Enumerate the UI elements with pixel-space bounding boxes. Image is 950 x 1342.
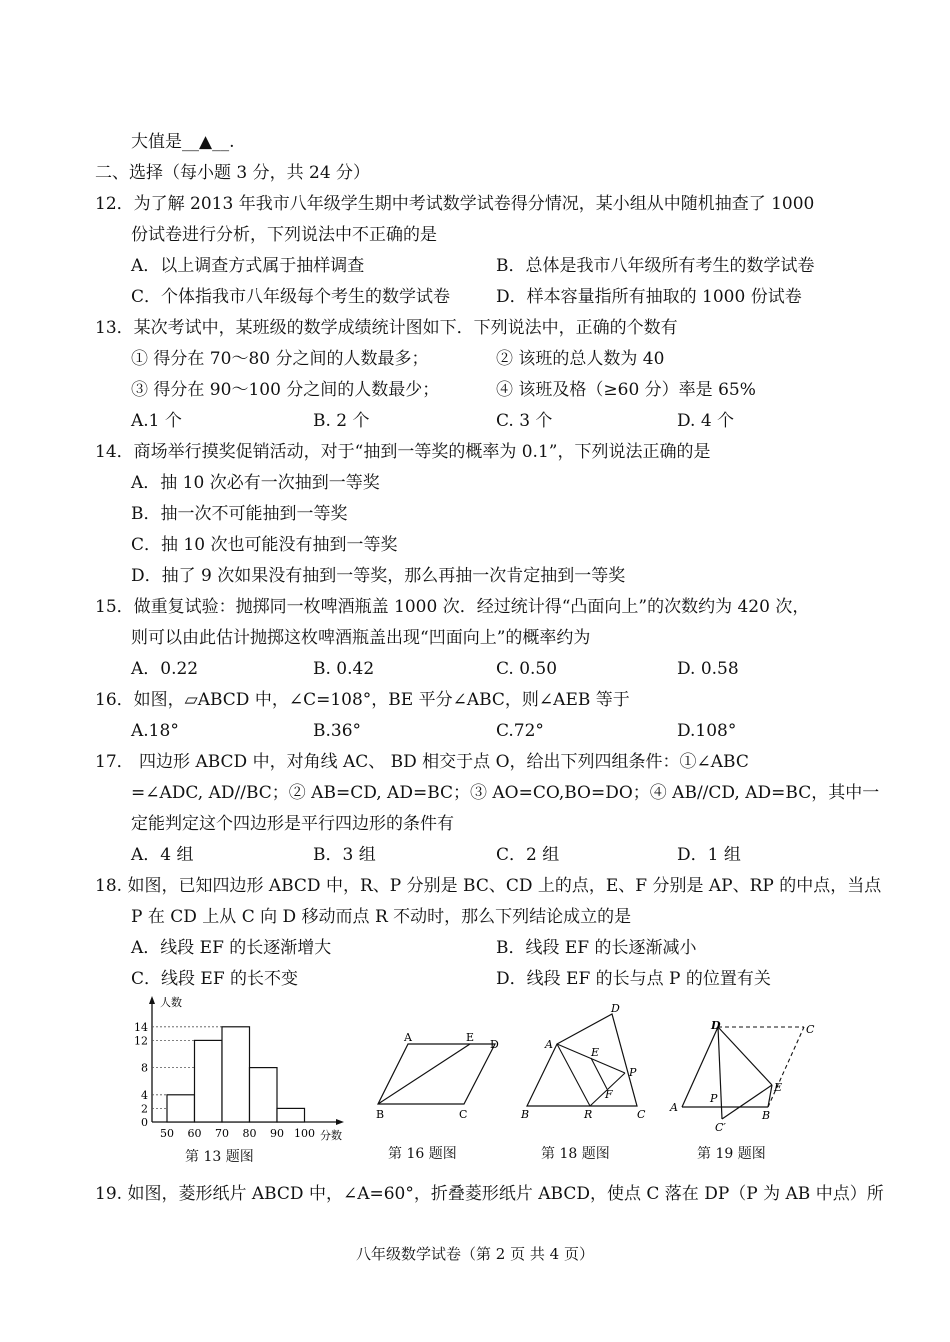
q18-option-a: A．线段 EF 的长逐渐增大: [131, 938, 332, 958]
label-c: C: [806, 1023, 815, 1036]
q15-option-d: D. 0.58: [677, 659, 739, 679]
segment-be: [378, 1044, 470, 1104]
q12-option-a: A．以上调查方式属于抽样调查: [131, 256, 365, 276]
histogram-bar: [277, 1108, 305, 1122]
q17-stem: 17． 四边形 ABCD 中，对角线 AC、 BD 相交于点 O，给出下列四组条件：①∠ABC: [95, 752, 749, 772]
q14-stem: 14．商场举行摸奖促销活动，对于“抽到一等奖的概率为 0.1”，下列说法正确的是: [95, 442, 711, 462]
x-axis-label: 分数: [320, 1129, 342, 1142]
y-tick-label: 12: [134, 1034, 148, 1048]
label-a: A: [545, 1038, 553, 1051]
label-a: A: [670, 1101, 678, 1114]
q15-stem-cont: 则可以由此估计抛掷这枚啤酒瓶盖出现“凹面向上”的概率约为: [131, 628, 591, 648]
fig18-caption: 第 18 题图: [541, 1146, 610, 1162]
q16-option-c: C.72°: [496, 721, 544, 741]
label-d: D: [711, 1019, 721, 1032]
q17-stem-cont2: 定能判定这个四边形是平行四边形的条件有: [131, 814, 454, 834]
q12-stem-cont: 份试卷进行分析，下列说法中不正确的是: [131, 225, 437, 245]
q18-stem-cont: P 在 CD 上从 C 向 D 移动而点 R 不动时，那么下列结论成立的是: [131, 907, 632, 927]
y-tick-label: 14: [134, 1020, 148, 1034]
q15-option-b: B. 0.42: [313, 659, 375, 679]
q16-stem: 16．如图，▱ABCD 中，∠C=108°，BE 平分∠ABC，则∠AEB 等于: [95, 690, 630, 710]
y-axis-label: 人数: [160, 996, 182, 1009]
label-c: C: [459, 1108, 468, 1121]
x-tick-label: 50: [160, 1127, 174, 1140]
fig18-quadrilateral: [515, 1000, 655, 1125]
histogram-bar: [222, 1027, 250, 1122]
q18-option-c: C．线段 EF 的长不变: [131, 969, 299, 989]
label-d: D: [611, 1002, 620, 1015]
segment-ef: [591, 1058, 607, 1089]
histogram-bar: [195, 1040, 223, 1122]
q18-stem: 18. 如图，已知四边形 ABCD 中，R、P 分别是 BC、CD 上的点，E、F 分别是 AP、RP 的中点，当点: [95, 876, 882, 896]
label-a: A: [404, 1031, 412, 1044]
page-footer: 八年级数学试卷（第 2 页 共 4 页）: [356, 1245, 594, 1263]
q13-statement-2: ② 该班的总人数为 40: [496, 349, 665, 369]
label-r: R: [584, 1108, 593, 1121]
fig16-parallelogram: [370, 1030, 510, 1125]
q19-stem: 19. 如图，菱形纸片 ABCD 中，∠A=60°，折叠菱形纸片 ABCD，使点 C 落在 DP（P 为 AB 中点）所: [95, 1184, 884, 1204]
q16-option-b: B.36°: [313, 721, 362, 741]
y-tick-label: 4: [141, 1088, 148, 1102]
fig13-caption: 第 13 题图: [185, 1149, 254, 1165]
histogram-bar: [250, 1068, 278, 1122]
q17-option-b: B．3 组: [313, 845, 376, 865]
label-c: C: [637, 1108, 646, 1121]
segment-de: [718, 1027, 772, 1085]
x-tick-label: 70: [215, 1127, 229, 1140]
q18-option-d: D．线段 EF 的长与点 P 的位置有关: [496, 969, 771, 989]
q13-option-a: A.1 个: [131, 411, 182, 431]
label-e: E: [466, 1031, 475, 1044]
quadrilateral-abcd: [527, 1014, 637, 1106]
q17-option-d: D．1 组: [677, 845, 741, 865]
q13-option-c: C. 3 个: [496, 411, 553, 431]
x-tick-label: 80: [242, 1127, 257, 1140]
q13-stem: 13．某次考试中，某班级的数学成绩统计图如下．下列说法中，正确的个数有: [95, 318, 678, 338]
label-p: P: [629, 1066, 637, 1079]
segment-ar: [557, 1044, 590, 1106]
q17-option-c: C．2 组: [496, 845, 560, 865]
q15-stem: 15．做重复试验：抛掷同一枚啤酒瓶盖 1000 次．经过统计得“凸面向上”的次数约为 420 次，: [95, 597, 810, 617]
label-e: E: [774, 1081, 783, 1094]
label-b: B: [376, 1108, 385, 1121]
x-axis-arrow: [336, 1119, 344, 1125]
q14-option-d: D．抽了 9 次如果没有抽到一等奖，那么再抽一次肯定抽到一等奖: [131, 566, 626, 586]
q13-option-d: D. 4 个: [677, 411, 735, 431]
q16-option-a: A.18°: [131, 721, 179, 741]
fig19-rhombus: [668, 1015, 818, 1135]
label-p: P: [710, 1092, 718, 1105]
label-e: E: [591, 1046, 600, 1059]
label-f: F: [605, 1088, 613, 1101]
fig16-caption: 第 16 题图: [388, 1146, 457, 1162]
x-tick-label: 60: [187, 1127, 202, 1140]
label-b: B: [521, 1108, 530, 1121]
line-answer-tail: 大值是__▲__.: [131, 132, 235, 152]
y-axis-arrow: [149, 996, 155, 1004]
fig19-caption: 第 19 题图: [697, 1146, 766, 1162]
y-tick-label: 8: [141, 1061, 148, 1075]
x-tick-label: 90: [270, 1127, 284, 1140]
hist-ytick-labels: [134, 1021, 148, 1129]
x-tick-label: 100: [294, 1127, 315, 1140]
q13-statement-1: ① 得分在 70～80 分之间的人数最多；: [131, 349, 429, 369]
q16-option-d: D.108°: [677, 721, 737, 741]
q12-option-c: C．个体指我市八年级每个考生的数学试卷: [131, 287, 451, 307]
q13-option-b: B. 2 个: [313, 411, 370, 431]
label-d: D: [490, 1038, 499, 1051]
segment-dp: [718, 1027, 722, 1119]
q18-option-b: B．线段 EF 的长逐渐减小: [496, 938, 697, 958]
y-tick-label: 2: [141, 1102, 148, 1116]
histogram-bar: [167, 1095, 195, 1122]
y-tick-label: 0: [141, 1116, 148, 1129]
q14-option-c: C．抽 10 次也可能没有抽到一等奖: [131, 535, 398, 555]
q14-option-b: B．抽一次不可能抽到一等奖: [131, 504, 348, 524]
q15-option-c: C. 0.50: [496, 659, 558, 679]
hist-xtick-labels: [160, 1127, 315, 1140]
q15-option-a: A．0.22: [131, 659, 199, 679]
q14-option-a: A．抽 10 次必有一次抽到一等奖: [131, 473, 380, 493]
q12-stem: 12．为了解 2013 年我市八年级学生期中考试数学试卷得分情况，某小组从中随机抽查了 1000: [95, 194, 815, 214]
label-c-prime: C′: [715, 1121, 726, 1134]
segment-bc-dashed: [768, 1027, 804, 1107]
q17-stem-cont: =∠ADC, AD//BC；② AB=CD, AD=BC；③ AO=CO,BO=DO；④ AB//CD, AD=BC，其中一: [131, 783, 880, 803]
q13-statement-4: ④ 该班及格（≥60 分）率是 65%: [496, 380, 756, 400]
label-b: B: [762, 1109, 771, 1122]
q12-option-b: B．总体是我市八年级所有考生的数学试卷: [496, 256, 815, 276]
q13-statement-3: ③ 得分在 90～100 分之间的人数最少；: [131, 380, 440, 400]
q17-option-a: A．4 组: [131, 845, 194, 865]
parallelogram-abcd: [378, 1044, 495, 1104]
q12-option-d: D．样本容量指所有抽取的 1000 份试卷: [496, 287, 802, 307]
section-heading: 二、选择（每小题 3 分，共 24 分）: [95, 163, 371, 183]
hist-bars: [167, 1027, 305, 1122]
fig13-histogram: [128, 994, 353, 1144]
